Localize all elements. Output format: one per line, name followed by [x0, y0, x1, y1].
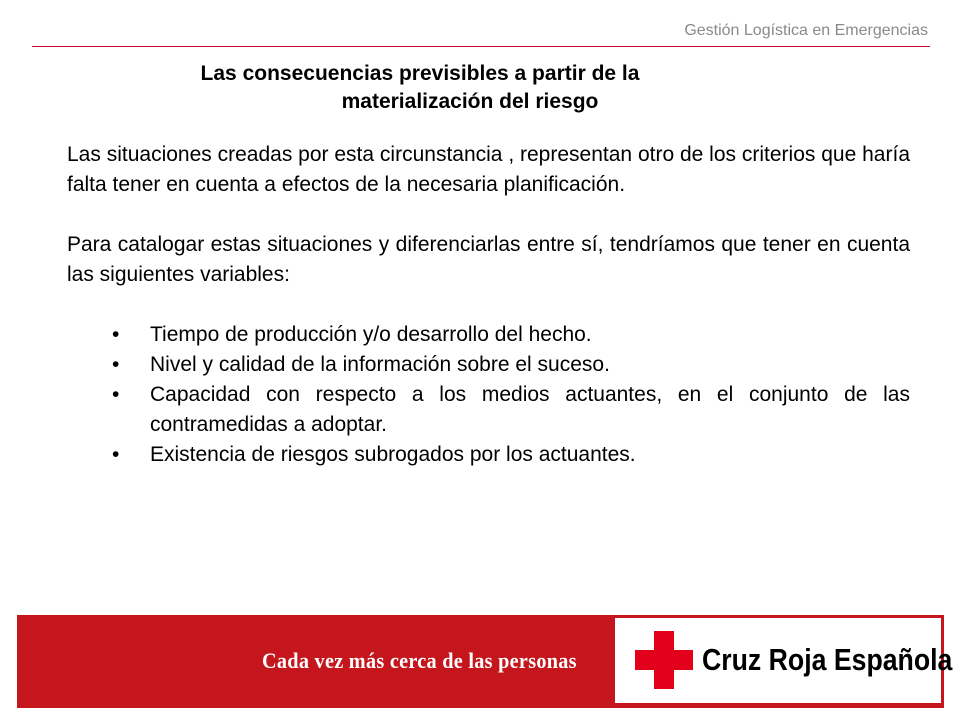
- footer-banner: [17, 615, 953, 708]
- bullet-item: [67, 440, 910, 470]
- bullet-icon: •: [112, 323, 120, 346]
- bullet-text: Existencia de riesgos subrogados por los actuantes.: [150, 443, 636, 466]
- bullet-icon: •: [112, 353, 120, 376]
- bullet-text: Capacidad con respecto a los medios actuantes, en el conjunto de las contramedidas a adoptar.: [150, 383, 910, 436]
- slide-title-line-2: materialización del riesgo: [341, 90, 599, 113]
- header-title: Gestión Logística en Emergencias: [684, 22, 928, 39]
- slide-title-line-1: Las consecuencias previsibles a partir de la: [200, 62, 640, 85]
- bullet-list: [67, 320, 910, 470]
- brand-name: Cruz Roja Española: [702, 642, 953, 677]
- bullet-item: [67, 350, 910, 380]
- footer-slogan: Cada vez más cerca de las personas: [262, 648, 577, 673]
- cruz-roja-logo: [615, 618, 953, 703]
- header-divider: [32, 46, 930, 47]
- red-cross-icon: [635, 631, 693, 689]
- spacer: [67, 290, 910, 320]
- slide-body: [67, 140, 910, 470]
- bullet-text: Tiempo de producción y/o desarrollo del hecho.: [150, 323, 592, 346]
- slide-title: [120, 60, 720, 116]
- bullet-icon: •: [112, 443, 120, 466]
- bullet-text: Nivel y calidad de la información sobre el suceso.: [150, 353, 610, 376]
- paragraph-2: Para catalogar estas situaciones y diferenciarlas entre sí, tendríamos que tener en cuenta las siguientes variables:: [67, 233, 910, 286]
- spacer: [67, 200, 910, 230]
- bullet-icon: •: [112, 383, 120, 406]
- bullet-item: [67, 380, 910, 440]
- paragraph-1: Las situaciones creadas por esta circunstancia , representan otro de los criterios que haría falta tener en cuenta a efectos de la necesaria planificación.: [67, 143, 910, 196]
- bullet-item: [67, 320, 910, 350]
